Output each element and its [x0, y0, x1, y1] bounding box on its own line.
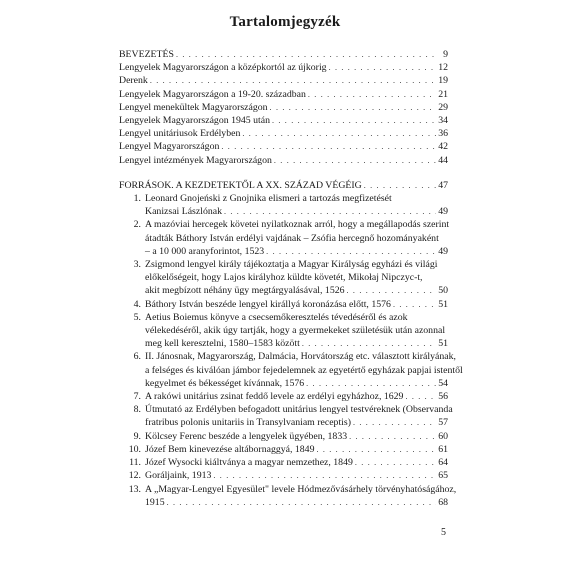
source-entry[interactable] — [119, 430, 448, 443]
leader-dots — [308, 88, 436, 101]
leader-dots — [274, 154, 436, 167]
toc-entry[interactable] — [119, 48, 448, 61]
leader-dots — [242, 127, 436, 140]
source-entry-number: 9. — [133, 430, 141, 442]
toc-entry-title: BEVEZETÉS — [119, 49, 174, 60]
source-entry[interactable] — [119, 192, 448, 218]
source-entry-page: 64 — [438, 457, 448, 469]
source-entry-line: Aetius Boiemus könyve a csecsemőkeresztelés tévedéséről és azok — [145, 311, 408, 323]
leader-dots — [213, 469, 436, 482]
sources-heading[interactable] — [119, 179, 448, 192]
source-entry-number: 3. — [133, 259, 141, 271]
source-entry-page: 49 — [438, 245, 448, 257]
source-entry-page: 57 — [438, 417, 448, 429]
leader-dots — [405, 390, 436, 403]
source-entry-last-line — [145, 496, 448, 509]
source-entry-last-line — [145, 284, 448, 297]
table-of-contents — [119, 48, 463, 509]
source-entry[interactable] — [119, 298, 448, 311]
leader-dots — [266, 245, 436, 258]
source-entry-line: A rakówi unitárius zsinat feddő levele az erdélyi egyházhoz, 1629 — [145, 391, 404, 403]
source-entry-line: Leonard Gnojeński z Gnojnika elismeri a tartozás megfizetését — [145, 193, 392, 205]
leader-dots — [272, 114, 436, 127]
source-entry-last-line — [145, 377, 448, 390]
sources-heading-page: 47 — [438, 179, 448, 191]
source-entry[interactable] — [119, 443, 448, 456]
source-entry-page: 65 — [438, 470, 448, 482]
source-entry-page: 50 — [438, 285, 448, 297]
source-entry-body — [145, 443, 448, 456]
source-entry-line: Báthory István beszéde lengyel királlyá koronázása előtt, 1576 — [145, 298, 391, 310]
source-entry-line: Goráljaink, 1913 — [145, 470, 212, 482]
toc-entry-page: 12 — [438, 62, 448, 74]
source-entry-number: 6. — [133, 351, 141, 363]
toc-entry-title: Derenk — [119, 75, 148, 87]
source-entry-last-line — [145, 416, 448, 429]
toc-entry[interactable] — [119, 61, 448, 74]
source-entry-page: 51 — [438, 338, 448, 350]
toc-entry-page: 9 — [443, 49, 448, 60]
source-entry-last-line — [145, 430, 448, 443]
source-entry-line: II. Jánosnak, Magyarország, Dalmácia, Horvátország etc. választott királyának, — [145, 351, 456, 363]
toc-entry[interactable] — [119, 127, 448, 140]
source-entry-page: 56 — [438, 391, 448, 403]
toc-entry-title: Lengyel menekültek Magyarországon — [119, 101, 268, 113]
source-entry-line: Józef Wysocki kiáltványa a magyar nemzethez, 1849 — [145, 457, 353, 469]
toc-entry-page: 42 — [438, 141, 448, 153]
leader-dots — [393, 298, 436, 311]
source-entry-last-line — [145, 205, 448, 218]
toc-entry-page: 21 — [438, 88, 448, 100]
toc-entry[interactable] — [119, 74, 448, 87]
source-entry[interactable] — [119, 469, 448, 482]
toc-entry-title: Lengyelek Magyarországon a középkortól az újkorig — [119, 62, 327, 74]
source-entry-body — [145, 390, 448, 403]
source-entry-number: 5. — [133, 311, 141, 323]
source-entry-line: – a 10 000 aranyforintot, 1523 — [145, 245, 265, 257]
leader-dots — [316, 443, 436, 456]
leader-dots — [353, 416, 436, 429]
toc-entry[interactable] — [119, 140, 448, 153]
source-entry-page: 51 — [438, 298, 448, 310]
sources-list — [119, 192, 463, 509]
toc-entry[interactable] — [119, 88, 448, 101]
source-entry-number: 11. — [129, 457, 141, 469]
source-entry-body — [145, 469, 448, 482]
source-entry-line: átadták Báthory István erdélyi vajdának – Zsófia hercegnő hozományaként — [145, 232, 439, 244]
toc-entry-page: 19 — [438, 75, 448, 87]
toc-entry-page: 44 — [438, 154, 448, 166]
leader-dots — [349, 430, 436, 443]
source-entry-last-line — [145, 337, 448, 350]
page-title: Tartalomjegyzék — [229, 14, 341, 30]
source-entry-line: Józef Bem kinevezése altábornaggyá, 1849 — [145, 443, 315, 455]
source-entry[interactable] — [119, 456, 448, 469]
source-entry-body — [145, 430, 448, 443]
source-entry-line: Útmutató az Erdélyben befogadott unitárius lengyel testvéreknek (Observanda — [145, 404, 453, 416]
sources-heading-text: FORRÁSOK. A KEZDETEKTŐL A XX. SZÁZAD VÉGÉIG — [119, 179, 362, 191]
source-entry[interactable] — [119, 350, 463, 390]
source-entry-line: fratribus polonis unitariis in Transylvaniam receptis) — [145, 417, 351, 429]
source-entry-body — [145, 350, 463, 390]
leader-dots — [306, 377, 436, 390]
source-entry[interactable] — [119, 483, 457, 509]
source-entry-last-line — [145, 443, 448, 456]
leader-dots — [150, 74, 436, 87]
toc-entry[interactable] — [119, 114, 448, 127]
source-entry-body — [145, 218, 448, 258]
leader-dots — [329, 61, 436, 74]
leader-dots — [347, 284, 436, 297]
source-entry-line: A mazóviai hercegek követei nyilatkoznak arról, hogy a megállapodás szerint — [145, 219, 450, 231]
source-entry[interactable] — [119, 218, 448, 258]
toc-entry[interactable] — [119, 154, 448, 167]
source-entry[interactable] — [119, 403, 453, 429]
source-entry-last-line — [145, 245, 448, 258]
toc-entry-page: 36 — [438, 128, 448, 140]
toc-entry-page: 34 — [438, 115, 448, 127]
leader-dots — [355, 456, 436, 469]
source-entry-number: 12. — [128, 470, 141, 482]
source-entry-body — [145, 258, 448, 298]
source-entry-number: 8. — [133, 404, 141, 416]
source-entry-line: meg kell keresztelni, 1580–1583 között — [145, 338, 300, 350]
source-entry-line: Kanizsai Lászlónak — [145, 206, 222, 218]
source-entry-last-line — [145, 298, 448, 311]
source-entry-line: Zsigmond lengyel király tájékoztatja a Magyar Királyság egyházi és világi — [145, 259, 438, 271]
source-entry-body — [145, 298, 448, 311]
toc-entry[interactable] — [119, 101, 448, 114]
source-entry[interactable] — [119, 311, 448, 351]
source-entry-last-line — [145, 456, 448, 469]
source-entry-number: 2. — [133, 219, 141, 231]
source-entry-line: akit megbízott néhány ügy megtárgyalásával, 1526 — [145, 285, 345, 297]
source-entry-body — [145, 403, 453, 429]
leader-dots — [176, 48, 436, 61]
source-entry-number: 7. — [133, 391, 141, 403]
source-entry-page: 54 — [438, 377, 448, 389]
toc-entry-title: Lengyel intézmények Magyarországon — [119, 154, 272, 166]
source-entry-last-line — [145, 390, 448, 403]
leader-dots — [302, 337, 436, 350]
toc-entry-title: Lengyelek Magyarországon 1945 után — [119, 115, 270, 127]
source-entry-body — [145, 456, 448, 469]
source-entry-line: vélekedéséről, akik úgy tartják, hogy a gyermekeket születésük után azonnal — [145, 325, 446, 337]
toc-entry-title: Lengyel unitáriusok Erdélyben — [119, 128, 241, 140]
source-entry-page: 68 — [438, 496, 448, 508]
source-entry[interactable] — [119, 258, 448, 298]
toc-entry-page: 29 — [438, 101, 448, 113]
source-entry-line: előkelőségeit, hogy Lajos királyhoz küldte követét, Mikołaj Nipczyc-t, — [145, 272, 423, 284]
source-entry-number: 1. — [133, 193, 141, 205]
source-entry-body — [145, 311, 448, 351]
source-entry-line: kegyelmet és békességet kívánnak, 1576 — [145, 377, 305, 389]
source-entry-body — [145, 192, 448, 218]
toc-entry-title: Lengyelek Magyarországon a 19-20. században — [119, 88, 306, 100]
source-entry-last-line — [145, 469, 448, 482]
leader-dots — [167, 496, 436, 509]
source-entry-line: Kölcsey Ferenc beszéde a lengyelek ügyében, 1833 — [145, 430, 348, 442]
source-entry-number: 4. — [133, 298, 141, 310]
toc-entry-title: Lengyel Magyarországon — [119, 141, 220, 153]
source-entry-body — [145, 483, 457, 509]
source-entry-page: 61 — [438, 443, 448, 455]
leader-dots — [221, 140, 436, 153]
page-number: 5 — [441, 527, 446, 538]
source-entry-number: 13. — [128, 483, 141, 495]
leader-dots — [364, 179, 436, 192]
source-entry-page: 49 — [438, 206, 448, 218]
section-gap — [119, 167, 448, 179]
leader-dots — [224, 205, 436, 218]
intro-section — [119, 48, 448, 167]
leader-dots — [270, 101, 436, 114]
source-entry-line: 1915 — [145, 496, 165, 508]
source-entry-line: a felséges és kiválóan jámbor fejedelemnek az egyetértő egyházak papjai istentől — [145, 364, 463, 376]
source-entry-number: 10. — [128, 443, 141, 455]
source-entry-page: 60 — [438, 430, 448, 442]
source-entry[interactable] — [119, 390, 448, 403]
source-entry-line: A „Magyar-Lengyel Egyesület" levele Hódmezővásárhely törvényhatóságához, — [145, 483, 457, 495]
